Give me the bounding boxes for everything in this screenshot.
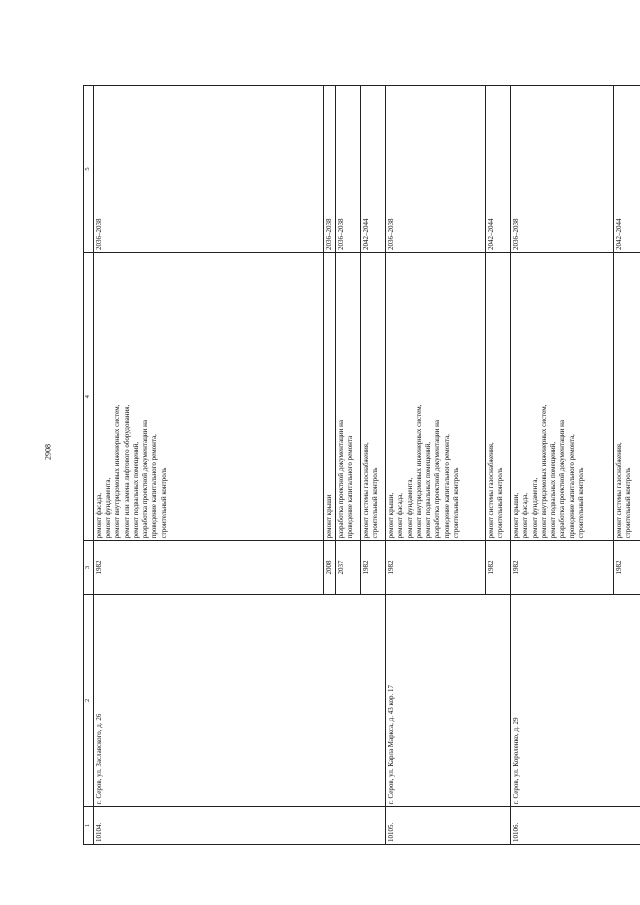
build-year: 2008 [323, 541, 335, 594]
table-row [385, 86, 485, 845]
record-number: 10105. [385, 807, 510, 845]
work-period: 2036–2038 [335, 86, 360, 253]
work-period: 2036–2038 [385, 86, 485, 253]
page-number-text: 2908 [43, 444, 53, 460]
column-number: 3 [84, 541, 94, 594]
work-items: ремонт крыши, ремонт фасада, ремонт фундамента, ремонт внутридомовых инженерных систем, ремонт подвальных помещений, разработка проектной документации на проведение капитального ремонта, строительный контроль [510, 253, 613, 541]
work-period: 2036–2038 [93, 86, 323, 253]
build-year: 2037 [335, 541, 360, 594]
rotated-table-container [83, 85, 633, 845]
work-items: ремонт системы газоснабжения, строительный контроль [485, 253, 510, 541]
work-period: 2036–2038 [510, 86, 613, 253]
work-items: ремонт крыши [323, 253, 335, 541]
column-number-row [84, 86, 94, 845]
work-period: 2042–2044 [360, 86, 385, 253]
record-number: 10104. [93, 807, 385, 845]
work-items: ремонт фасада, ремонт фундамента, ремонт внутридомовых инженерных систем, ремонт или замена лифтового оборудования, ремонт подвальных помещений, разработка проектной документации на проведение капитального ремонта, строительный контроль [93, 253, 323, 541]
record-number: 10106. [510, 807, 640, 845]
work-items: ремонт системы газоснабжения, строительный контроль [360, 253, 385, 541]
column-number: 2 [84, 594, 94, 807]
build-year: 1982 [385, 541, 485, 594]
table-row [93, 86, 323, 845]
work-period: 2042–2044 [613, 86, 640, 253]
record-address: г. Серов, ул. Карла Маркса, д. 43 кор. 17 [385, 594, 510, 807]
build-year: 1982 [510, 541, 613, 594]
capital-repair-table [83, 85, 640, 845]
build-year: 1982 [93, 541, 323, 594]
build-year: 1982 [613, 541, 640, 594]
record-address: г. Серов, ул. Заславского, д. 26 [93, 594, 385, 807]
work-items: ремонт крыши, ремонт фасада, ремонт фундамента, ремонт внутридомовых инженерных систем, ремонт подвальных помещений, разработка проектной документации на проведение капитального ремонта, строительный контроль [385, 253, 485, 541]
column-number: 4 [84, 253, 94, 541]
work-items: разработка проектной документации на проведение капитального ремонта [335, 253, 360, 541]
build-year: 1982 [360, 541, 385, 594]
record-address: г. Серов, ул. Короленко, д. 29 [510, 594, 640, 807]
work-items: ремонт системы газоснабжения, строительный контроль [613, 253, 640, 541]
work-period: 2042–2044 [485, 86, 510, 253]
work-period: 2036–2038 [323, 86, 335, 253]
column-number: 1 [84, 807, 94, 845]
table-row [510, 86, 613, 845]
column-number: 5 [84, 86, 94, 253]
build-year: 1982 [485, 541, 510, 594]
